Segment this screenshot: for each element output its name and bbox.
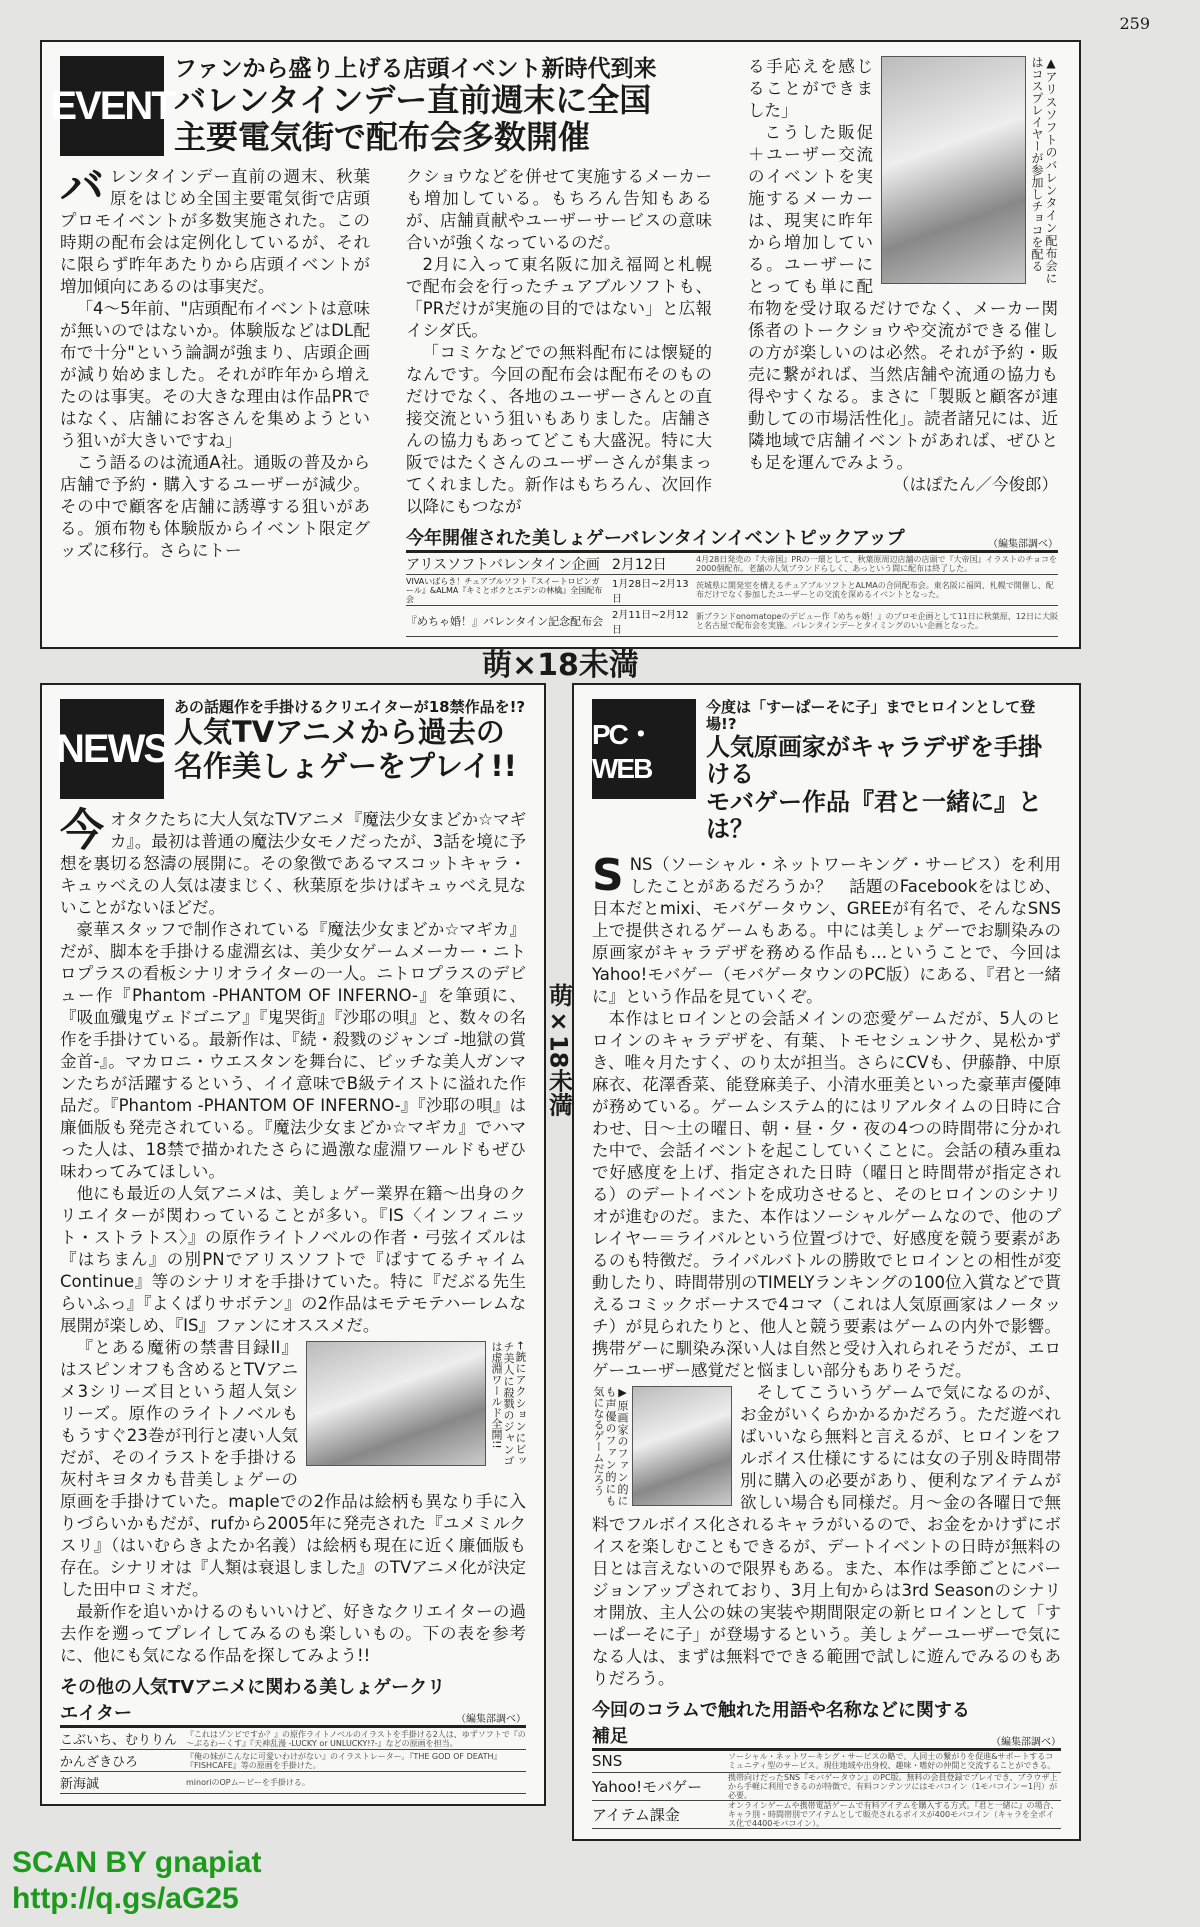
table-row: かんざきひろ 『俺の妹がこんなに可愛いわけがない』のイラストレーター。『THE GOD OF DEATH』『FISHCAFE』等の原画を手掛けた。: [60, 1750, 526, 1772]
news-headline-1: 人気TVアニメから過去の: [174, 715, 505, 750]
news-badge: NEWS: [60, 699, 164, 799]
table-title: その他の人気TVアニメに関わる美しょゲークリエイター: [60, 1677, 446, 1725]
photo-figure: [881, 56, 1058, 284]
table-row: 『めちゃ婚！』バレンタイン記念配布会 2月11日~2月12日 新ブランドonomatopeのデビュー作『めちゃ婚！』のプロモ企画として11日に秋葉原、12日に大阪と名古屋で配布会を実施。バレンタインデーとタイミングのいい企画となった。: [406, 606, 1058, 637]
byline: （はぽたん／今俊郎）: [893, 475, 1058, 494]
table-note: （編集部調べ）: [988, 539, 1058, 551]
event-badge: EVENT: [60, 56, 164, 156]
pcweb-headline-1: 人気原画家がキャラデザを手掛ける: [706, 732, 1042, 789]
watermark-url: http://q.gs/aG25: [12, 1881, 239, 1915]
table-title: 今回のコラムで触れた用語や名称などに関する補足: [592, 1699, 970, 1747]
pcweb-headline-2: モバゲー作品『君と一緒に』とは？: [706, 787, 1042, 844]
anime-game-image: [306, 1341, 486, 1466]
event-header: [50, 56, 712, 157]
vertical-divider: [546, 683, 572, 1116]
pcweb-kicker: 今度は「すーぱーそに子」までヒロインとして登場!?: [706, 698, 1036, 734]
event-kicker: ファンから盛り上げる店頭イベント新時代到来: [174, 56, 657, 82]
news-article: [40, 683, 546, 1806]
news-body: 今 オタクたちに大人気なTVアニメ『魔法少女まどか☆マギカ』。最初は普通の魔法少女モノだったが、3話を境に予想を裏切る怒濤の展開に。その象徴であるマスコットキャラ・キュゥべえの人気は凄まじく、秋葉原を歩けばキュゥべえ見ないことがないほどだ。 豪華スタッフで制作されている『魔法少女まどか☆マギカ』だが、脚本を手掛ける虚淵玄は、美少女ゲームメーカー・ニトロプラスの看板シナリオライターの一人。ニトロプラスのデビュー作『Phantom -PHANTOM OF INFERNO-』を筆頭に、『吸血殲鬼ヴェドゴニア』『鬼哭街』『沙耶の唄』と、数々の名作を手掛けている。最新作は、『続・殺戮のジャンゴ -地獄の賞金首-』。マカロニ・ウエスタンを舞台に、ビッチな美人ガンマンたちが活躍するという、イイ意味でB級テイストに溢れた作品だ。『Phantom -PHANTOM OF INFERNO-』『沙耶の唄』は廉価版も発売されている。『魔法少女まどか☆マギカ』でハマった人は、18禁で描かれたさらに過激な虚淵ワールドもぜひ味わってみてほしい。 他にも最近の人気アニメは、美しょゲー業界在籍～出身のクリエイターが関わっていることが多い。『IS〈インフィニット・ストラトス〉』の原作ライトノベルの作者・弓弦イズルは『はちまん』の別PNでアリスソフトで『ぱすてるチャイムContinue』等のシナリオを手掛けていた。特に『だぶる先生らいふっ』『よくばりサボテン』の2作品はモテモテハーレムな展開が楽しめ、『IS』ファンにオススメだ。 ←銃にアクションにビッチ美人に殺戮のジャンゴは虚淵ワールド全開!! 『とある魔術の禁書目録II』はスピンオフも含めるとTVアニメ3シリーズ目という超人気シリーズ。原作のライトノベルももうすぐ23巻が刊行と凄い人気だが、そのイラストを手掛ける灰村キヨタカも昔美しょゲーの原画を手掛けていた。mapleでの2作品は絵柄も異なり手に入りづらいかもだが、rufから2005年に発売された『ユメミルクスリ』（はいむらきよたか名義）は絵柄も現在に近く廉価版も存在。シナリオは『人類は衰退しました』のTVアニメ化が決定した田中ロミオだ。 最新作を追いかけるのもいいけど、好きなクリエイターの過去作を遡ってプレイしてみるのも楽しいもの。下の表を参考に、他にも気になる作品を探してみよう!!: [60, 805, 527, 1666]
news-header: [56, 698, 526, 799]
table-title: 今年開催された美しょゲーバレンタインイベントピックアップ: [406, 528, 905, 550]
event-table: [406, 524, 1058, 637]
table-row: VIVAいばらき！チュアブルソフト『スイートロビンガール』&ALMA『キミとボクとエデンの林檎』全国配布会 1月28日~2月13日 茨城県に開発室を構えるチュアブルソフトとALMAの合同配布会。東名阪に福岡、札幌で開催し、配布だけでなく参加したユーザーとの交流を深めるイベントとなった。: [406, 575, 1058, 606]
page-number: 259: [1119, 14, 1150, 33]
game-screenshot: [632, 1386, 732, 1506]
creator-table: [60, 1673, 526, 1794]
event-article: [40, 40, 1081, 649]
pcweb-figure: [592, 1386, 732, 1506]
photo-caption: ←銃にアクションにビッチ美人に殺戮のジャンゴは虚淵ワールド全開!!: [490, 1341, 527, 1467]
table-note: （編集部調べ）: [991, 1736, 1061, 1748]
table-row: アイテム課金 オンラインゲームや携帯電話ゲームで有料アイテムを購入する方式。『君と一緒に』の場合、キャラ別・時間帯別でアイテムとして販売されるボイスが400モバコイン（キャラを全ボイス化で4400モバコイン）。: [592, 1801, 1061, 1829]
table-row: こぶいち、むりりん 『これはゾンビですか？』の原作ライトノベルのイラストを手掛ける2人は、ゆずソフトで『の～ぶるわーくす』『天神乱漫 -LUCKY or UNLUCKY!?-』などの原画を担当。: [60, 1729, 526, 1749]
dropcap: バ: [60, 162, 104, 214]
event-col-2: クショウなどを併せて実施するメーカーも増加している。もちろん告知もあるが、店舗貢献やユーザーサービスの意味合いが強くなっているのだ。 2月に入って東名阪に加え福岡と札幌で配布会を行ったチュアブルソフトも、「PRだけが実施の目的ではない」と広報イシダ氏。 「コミケなどでの無料配布には懐疑的なんです。今回の配布会は配布そのものだけでなく、各地のユーザーさんとの直接交流という狙いもありました。店舗さんの協力もあってどこも大盛況。特に大阪ではたくさんのユーザーさんが集まってくれました。新作はもちろん、次回作以降にもつなが: [406, 167, 712, 517]
news-figure: [306, 1341, 526, 1466]
event-col-3: ▲アリスソフトのバレンタイン配布会にはコスプレイヤーが参加しチョコを配る る手応えを感じることができました」 こうした販促＋ユーザー交流のイベントを実施するメーカーは、現実に昨年から増加している。ユーザーにとっても単に配布物を受け取るだけでなく、メーカー関係者のトークショウや交流ができる催しの方が楽しいのは必然。それが予約・販売に繋がれば、当然店舗や流通の協力も得やすくなる。まさに「製販と顧客が連動しての市場活性化」。読者諸兄には、近隣地域で店舗イベントがあれば、ぜひとも足を運んでみよう。 （はぽたん／今俊郎）: [748, 56, 1058, 494]
section-divider-vertical: 萌×18未満: [544, 983, 573, 1117]
pcweb-article: [572, 683, 1081, 1841]
section-divider-label: 萌×18未満: [482, 648, 639, 684]
cosplayer-photo: [881, 56, 1026, 284]
scanner-watermark: SCAN BY gnapiat: [12, 1845, 262, 1879]
pcweb-body: S NS（ソーシャル・ネットワーキング・サービス）を利用したことがあるだろうか？ 話題のFacebookをはじめ、日本だとmixi、モバゲータウン、GREEが有名で、そんなSNS上で提供されるゲームもある。中には美しょゲーでお馴染みの原画家がキャラデザを務める作品も…ということで、今回はYahoo!モバゲー（モバゲータウンのPC版）にある、『君と一緒に』という作品を見ていくぞ。 本作はヒロインとの会話メインの恋愛ゲームだが、5人のヒロインのキャラデザを、有葉、トモセシュンサク、晃松かずき、唯々月たすく、のり太が担当。さらにCVも、伊藤静、中原麻衣、花澤香菜、能登麻美子、小清水亜美といった豪華声優陣が務めている。ゲームシステム的にはリアルタイムの日時に合わせ、日～土の曜日、朝・昼・夕・夜の4つの時間帯に分かれた中で、会話イベントを起こしていくことに。会話の積み重ねで好感度を上げ、指定された日時（曜日と時間帯が指定される）のデートイベントを成功させると、そのヒロインのシナリオが進むのだ。また、本作はソーシャルゲームなので、他のプレイヤー＝ライバルという位置づけで、好感度を競う要素があるのも特徴だ。ライバルバトルの勝敗でヒロインとの相性が変動したり、時間帯別のTIMELYランキングの100位入賞などで貰えるコミックボーナスで4コマ（これは人気原画家はノータッチ）が見られたりと、他人と競う要素はゲームの内外で影響。携帯ゲーに馴染み深い人は自然と受け入れられそうだが、エロゲーユーザー感覚だと悩ましい部分もありそうだ。 ▶原画家のファン的にも声優のファン的にも気になるゲームだろう そしてこういうゲームで気になるのが、お金がいくらかかるかだろう。ただ遊べればいいなら無料と言えるが、ヒロインをフルボイス仕様にするには女の子別＆時間帯別に購入の必要があり、便利なアイテムが欲しい場合も同様だ。月～金の各曜日で無料でフルボイス化されるキャラがいるので、お金をかけずにボイスを楽しむこともできるが、デートイベントの日時が無料の日とは言えないので限界もある。また、本作は季節ごとにバージョンアップされており、3月上旬からは3rd Seasonのシナリオ開放、主人公の妹の実装や期間限定の新ヒロインとして「すーぱーそに子」が登場するという。美しょゲーユーザーで気になる人は、まずは無料でできる範囲で試しに遊んでみるのもありだろう。: [592, 849, 1061, 1688]
event-headline-2: 主要電気街で配布会多数開催: [174, 118, 591, 157]
pcweb-header: [592, 699, 1061, 844]
table-row: 新海誠 minoriのOPムービーを手掛ける。: [60, 1772, 526, 1794]
photo-caption: ▲アリスソフトのバレンタイン配布会にはコスプレイヤーが参加しチョコを配る: [1030, 56, 1058, 284]
news-headline-2: 名作美しょゲーをプレイ!!: [174, 748, 517, 783]
table-row: SNS ソーシャル・ネットワーキング・サービスの略で、人同士の繋がりを促進&サポートするコミュニティ型のサービス。現住地域や出身校、趣味・嗜好の仲間と交流することができる。: [592, 1751, 1061, 1773]
news-kicker: あの話題作を手掛けるクリエイターが18禁作品を!?: [174, 698, 526, 717]
event-col-1: バ レンタインデー直前の週末、秋葉原をはじめ全国主要電気街で店頭プロモイベントが多数実施された。この時期の配布会は定例化しているが、それに限らず昨年あたりから店頭イベントが増加傾向にあるのは事実だ。 「4～5年前、"店頭配布イベントは意味が無いのではないか。体験版などはDL配布で十分"という論調が強まり、店頭企画が減り始めました。それが昨年から増えたのは事実。その大きな理由は作品PRではなく、店舗にお客さんを集めようという狙いが大きいですね」 こう語るのは流通A社。通販の普及から店舗で予約・購入するユーザーが減少。その中で顧客を店舗に誘導する狙いがある。頒布物も体験版からイベント限定グッズに移行。さらにトー: [60, 162, 370, 561]
pcweb-badge: PC・WEB: [592, 699, 696, 799]
bottom-row: [40, 683, 1200, 1841]
table-row: Yahoo!モバゲー 携帯向けだったSNS『モバゲータウン』のPC版。無料の会員登録でプレイでき、ブラウザ上から手軽に利用できるのが特徴で、有料コンテンツにはモバコイン（1モバコイン＝1円）が必要。: [592, 1773, 1061, 1801]
glossary-table: [592, 1696, 1061, 1829]
table-row: アリスソフトバレンタイン企画 2月12日 4月28日発売の『大帝国』PRの一環として、秋葉原周辺店舗の店頭で『大帝国』イラストのチョコを2000個配布。老舗の人気ブランドらしく、あっという間に配布は終了した。: [406, 553, 1058, 575]
table-note: （編集部調べ）: [456, 1714, 526, 1726]
photo-caption: ▶原画家のファン的にも声優のファン的にも気になるゲームだろう: [592, 1385, 629, 1506]
event-headline-1: バレンタインデー直前週末に全国: [174, 81, 652, 120]
